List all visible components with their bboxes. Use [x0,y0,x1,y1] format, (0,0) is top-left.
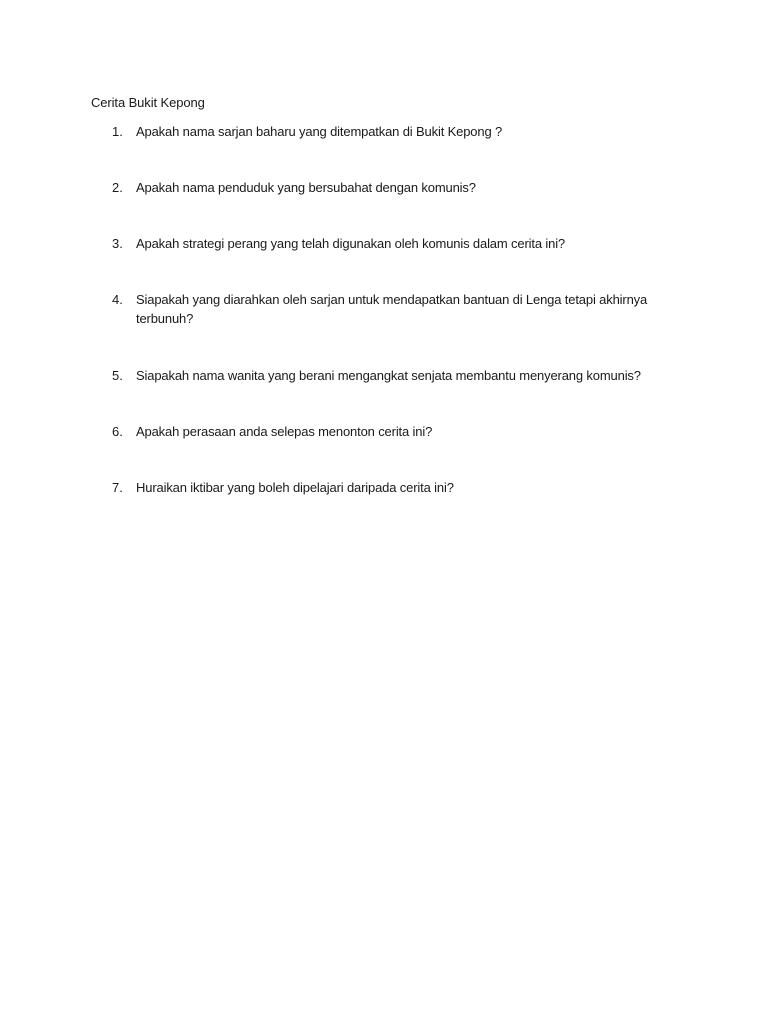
question-text: Apakah nama sarjan baharu yang ditempatkan di Bukit Kepong ? [136,124,503,139]
question-number: 4. [112,292,123,307]
question-text: Apakah strategi perang yang telah digunakan oleh komunis dalam cerita ini? [136,236,566,251]
question-number: 1. [112,124,123,139]
question-number: 6. [112,424,123,439]
question-text: Apakah perasaan anda selepas menonton cerita ini? [136,424,433,439]
question-number: 3. [112,236,123,251]
question-number: 7. [112,480,123,495]
question-text: Apakah nama penduduk yang bersubahat dengan komunis? [136,180,476,195]
question-text: Siapakah nama wanita yang berani mengangkat senjata membantu menyerang komunis? [136,368,641,383]
question-text: Siapakah yang diarahkan oleh sarjan untuk mendapatkan bantuan di Lenga tetapi akhirnya terbunuh? [136,292,648,326]
question-number: 5. [112,368,123,383]
question-text: Huraikan iktibar yang boleh dipelajari daripada cerita ini? [136,480,454,495]
document-title: Cerita Bukit Kepong [91,95,205,110]
question-number: 2. [112,180,123,195]
